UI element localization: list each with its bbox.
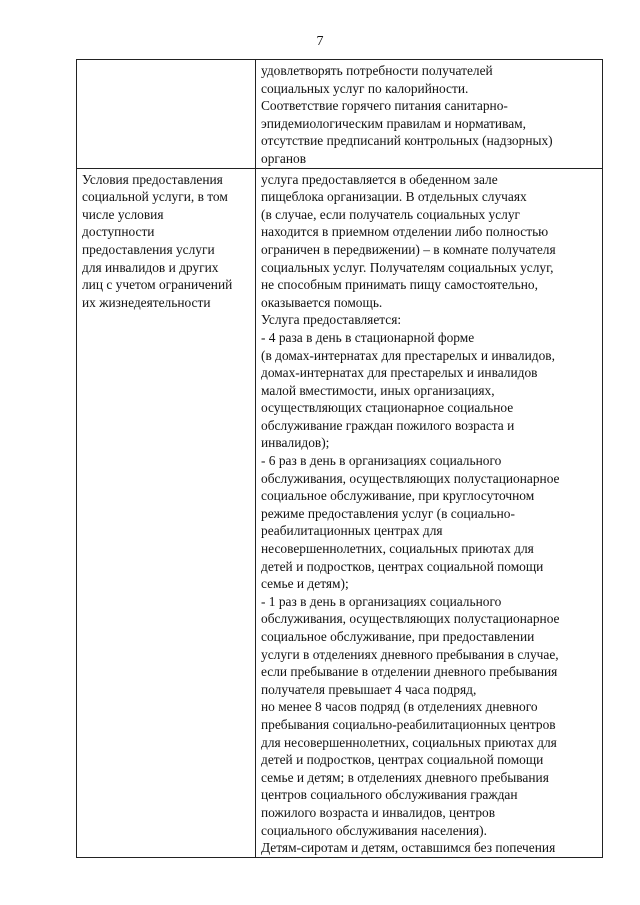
text-line: эпидемиологическим правилам и нормативам, <box>261 115 526 131</box>
text-line: детей и подростков, центрах социальной помощи <box>261 752 544 768</box>
text-line: - 4 раза в день в стационарной форме <box>261 329 475 345</box>
text-line: оказывается помощь. <box>261 294 383 310</box>
row2-left-cell <box>77 168 256 857</box>
text-line: пищеблока организации. В отдельных случаях <box>261 189 527 205</box>
text-line: обслуживания, осуществляющих полустационарное <box>261 470 560 486</box>
text-line: Условия предоставления <box>82 171 223 187</box>
row2-right-cell <box>256 168 603 857</box>
text-line: (в домах-интернатах для престарелых и инвалидов, <box>261 347 555 363</box>
text-line: - 6 раз в день в организациях социального <box>261 453 502 469</box>
text-line: Услуга предоставляется: <box>261 312 402 328</box>
text-line: детей и подростков, центрах социальной помощи <box>261 558 544 574</box>
text-line: пожилого возраста и инвалидов, центров <box>261 804 496 820</box>
text-line: домах-интернатах для престарелых и инвалидов <box>261 365 538 381</box>
text-line: социальное обслуживание, при предоставлении <box>261 629 535 644</box>
text-line: получателя превышает 4 часа подряд, <box>261 681 477 697</box>
text-line: числе условия <box>82 206 164 222</box>
text-line: осуществляющих стационарное социальное <box>261 400 514 416</box>
text-line: для инвалидов и других <box>82 259 219 275</box>
row1-right-cell <box>256 60 603 169</box>
text-line: режиме предоставления услуг (в социально- <box>261 505 515 521</box>
text-line: обслуживания, осуществляющих полустационарное <box>261 611 560 627</box>
text-line: обслуживание граждан пожилого возраста и <box>261 417 515 433</box>
text-line: социальной услуги, в том <box>82 189 228 205</box>
text-line: доступности <box>82 224 155 240</box>
text-line: не способным принимать пищу самостоятельно, <box>261 277 538 293</box>
text-line: но менее 8 часов подряд (в отделениях дневного <box>261 699 538 715</box>
text-line: отсутствие предписаний контрольных (надзорных) <box>261 133 553 149</box>
text-line: (в случае, если получатель социальных услуг <box>261 206 521 222</box>
text-line: семье и детям; в отделениях дневного пребывания <box>261 769 549 785</box>
text-line: их жизнедеятельности <box>82 294 211 310</box>
text-line: Детям-сиротам и детям, оставшимся без попечения <box>261 840 556 856</box>
text-line: - 1 раз в день в организациях социального <box>261 593 502 609</box>
text-line: ограничен в передвижении) – в комнате получателя <box>261 241 556 257</box>
text-line: органов <box>261 150 307 166</box>
text-line: малой вместимости, иных организациях, <box>261 382 495 398</box>
text-line: услуги в отделениях дневного пребывания в случае, <box>261 646 559 662</box>
text-line: реабилитационных центрах для <box>261 523 443 539</box>
text-line: если пребывание в отделении дневного пребывания <box>261 664 558 680</box>
text-line: семье и детям); <box>261 576 349 592</box>
text-line: несовершеннолетних, социальных приютах для <box>261 541 534 557</box>
text-line: удовлетворять потребности получателей <box>261 63 493 78</box>
page-number: 7 <box>316 34 324 49</box>
text-line: лиц с учетом ограничений <box>82 277 233 293</box>
text-line: находится в приемном отделении либо полностью <box>261 224 549 240</box>
text-line: центров социального обслуживания граждан <box>261 787 518 803</box>
services-table <box>76 59 603 858</box>
text-line: инвалидов); <box>261 435 330 451</box>
text-line: пребывания социально-реабилитационных центров <box>261 716 556 732</box>
text-line: предоставления услуги <box>82 241 215 257</box>
text-line: социальных услуг. Получателям социальных услуг, <box>261 259 554 275</box>
text-line: социальных услуг по калорийности. <box>261 80 469 96</box>
text-line: социального обслуживания населения). <box>261 822 487 838</box>
text-line: для несовершеннолетних, социальных приютах для <box>261 734 557 750</box>
text-line: Соответствие горячего питания санитарно- <box>261 98 508 114</box>
table-row <box>77 60 603 169</box>
text-line: услуга предоставляется в обеденном зале <box>261 171 498 187</box>
row1-left-cell <box>77 60 256 169</box>
text-line: социальное обслуживание, при круглосуточном <box>261 488 535 504</box>
table-row <box>77 168 603 857</box>
